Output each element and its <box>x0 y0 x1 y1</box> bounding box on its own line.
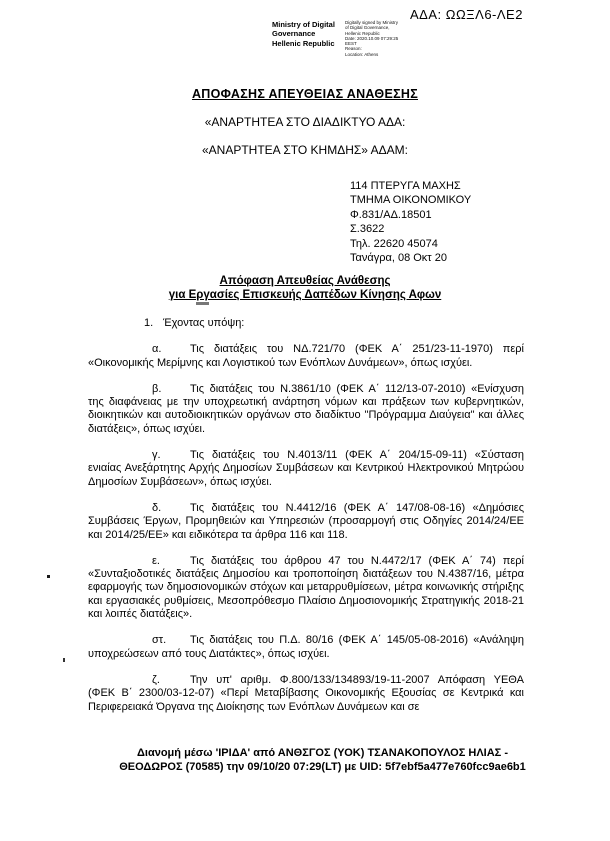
issuer-place-date: Τανάγρα, 08 Οκτ 20 <box>350 252 447 265</box>
legal-consideration-g <box>88 449 524 489</box>
item-text: Τις διατάξεις του ΝΔ.721/70 (ΦΕΚ Α΄ 251/23-11-1970) περί «Οικονομικής Μερίμνης και Λογιστικού των Ενόπλων Δυνάμεων», όπως ισχύει. <box>88 343 524 369</box>
diavgeia-posting-note: «ΑΝΑΡΤΗΤΕΑ ΣΤΟ ΔΙΑΔΙΚΤΥΟ ΑΔΑ: <box>204 115 406 129</box>
signature-detail-line: Location: Athens <box>345 51 379 57</box>
legal-consideration-st <box>88 634 524 661</box>
scan-artifact-dot <box>47 575 50 578</box>
document-body <box>88 317 524 714</box>
decision-title <box>0 274 610 302</box>
irida-stamp-line1: Διανομή μέσω 'ΙΡΙΔΑ' από ΑΝΘΣΓΟΣ (ΥΟΚ) ΤΣΑΝΑΚΟΠΟΥΛΟΣ ΗΛΙΑΣ - <box>137 747 508 759</box>
item-label: α. <box>152 343 162 356</box>
legal-consideration-a <box>88 343 524 370</box>
signature-authority-line: Ministry of Digital <box>272 20 335 29</box>
item-text: Την υπ' αριθμ. Φ.800/133/134893/19-11-2007 Απόφαση ΥΕΘΑ (ΦΕΚ Β΄ 2300/03-12-07) «Περί Μεταβίβασης Οικονομικής Εξουσίας σε Κεντρικά και Περιφερειακά Όργανα της Διοίκησης των Ενόπλων Δυνάμεων και σε <box>88 673 524 713</box>
legal-consideration-z <box>88 674 524 714</box>
issuer-protocol-number: Σ.3622 <box>350 223 385 236</box>
intro-number: 1. <box>144 317 154 329</box>
signature-authority-line: Governance <box>272 29 316 39</box>
signature-authority-line: Hellenic Republic <box>272 38 335 48</box>
signature-details <box>345 20 411 57</box>
irida-stamp-line2: ΘΕΟΔΩΡΟΣ (70585) την 09/10/20 07:29(LT) με UID: 5f7ebf5a477e760fcc9ae6b1 <box>119 760 526 773</box>
having-regard-intro <box>88 317 524 330</box>
issuer-block <box>350 179 471 265</box>
legal-consideration-d <box>88 502 524 542</box>
issuer-phone: Τηλ. 22620 45074 <box>350 237 438 250</box>
issuer-department: ΤΜΗΜΑ ΟΙΚΟΝΟΜΙΚΟΥ <box>350 194 472 207</box>
issuer-file-number: Φ.831/ΑΔ.18501 <box>350 208 432 221</box>
item-label: δ. <box>152 501 162 514</box>
item-text: Τις διατάξεις του Π.Δ. 80/16 (ΦΕΚ Α΄ 145/05-08-2016) «Ανάληψη υποχρεώσεων από τους Διατάκτες», όπως ισχύει. <box>88 634 524 660</box>
scan-artifact-comma <box>63 658 65 662</box>
item-label: β. <box>152 382 162 395</box>
signature-detail-line: Date: 2020.10.09 07:29:25 <box>345 35 399 41</box>
item-label: γ. <box>152 449 161 462</box>
issuer-unit: 114 ΠΤΕΡΥΓΑ ΜΑΧΗΣ <box>350 180 461 192</box>
signature-detail-line: EEST <box>345 41 357 47</box>
signature-detail-line: of Digital Governance, <box>345 25 390 31</box>
scan-artifact-smudge <box>196 302 209 305</box>
item-label: ζ. <box>152 673 160 686</box>
signature-detail-line: Hellenic Republic <box>345 30 380 36</box>
document-heading: ΑΠΟΦΑΣΗΣ ΑΠΕΥΘΕΙΑΣ ΑΝΑΘΕΣΗΣ <box>191 87 419 101</box>
signature-detail-line: Reason: <box>345 46 362 52</box>
item-text: Τις διατάξεις του άρθρου 47 του Ν.4472/17 (ΦΕΚ Α΄ 74) περί «Συνταξιοδοτικές διατάξεις Δημοσίου και τροποποίηση διατάξεων του Ν.4387/16, μέτρα εφαρμογής των δημοσιονομικών στόχων και μεταρρυθμίσεων, μέτρα κοινωνικής στήριξης και εργασιακές ρυθμίσεις, Μεσοπρόθεσμο Πλαίσιο Δημοσιονομικής Στρατηγικής 2018-21 και λοιπές διατάξεις». <box>88 554 524 621</box>
item-text: Τις διατάξεις του Ν.4412/16 (ΦΕΚ Α΄ 147/08-08-16) «Δημόσιες Συμβάσεις Έργων, Προμηθειών και Υπηρεσιών (προσαρμογή στις Οδηγίες 2014/24/ΕΕ και 2014/25/ΕΕ» και ειδικότερα τα άρθρα 116 και 118. <box>88 501 524 541</box>
irida-distribution-stamp <box>35 747 610 774</box>
legal-consideration-b <box>88 383 524 436</box>
item-label: στ. <box>152 634 167 647</box>
item-text: Τις διατάξεις του Ν.3861/10 (ΦΕΚ Α΄ 112/13-07-2010) «Ενίσχυση της διαφάνειας με την υποχρεωτική ανάρτηση νόμων και πράξεων των κυβερνητικών, διοικητικών και αυτοδιοικητικών οργάνων στο διαδίκτυο "Πρόγραμμα Διαύγεια" και άλλες διατάξεις», όπως ισχύει. <box>88 382 524 435</box>
item-label: ε. <box>152 554 160 567</box>
item-text: Τις διατάξεις του Ν.4013/11 (ΦΕΚ Α΄ 204/15-09-11) «Σύσταση ενιαίας Ανεξάρτητης Αρχής Δημοσίων Συμβάσεων και Κεντρικού Ηλεκτρονικού Μητρώου Δημοσίων Συμβάσεων», όπως ισχύει. <box>88 449 524 488</box>
signature-authority <box>272 20 338 57</box>
kimdis-posting-note: «ΑΝΑΡΤΗΤΕΑ ΣΤΟ ΚΗΜΔΗΣ» ΑΔΑΜ: <box>201 143 409 157</box>
legal-consideration-e <box>88 555 524 621</box>
ada-number: ΑΔΑ: ΩΩΞΛ6-ΛΕ2 <box>410 7 523 22</box>
intro-text: Έχοντας υπόψη: <box>163 317 245 329</box>
decision-title-line1: Απόφαση Απευθείας Ανάθεσης <box>219 275 391 287</box>
signature-detail-line: Digitally signed by Ministry <box>345 20 399 25</box>
decision-title-line2: για Εργασίες Επισκευής Δαπέδων Κίνησης Αφων <box>168 289 442 301</box>
digital-signature-stamp <box>272 20 411 57</box>
